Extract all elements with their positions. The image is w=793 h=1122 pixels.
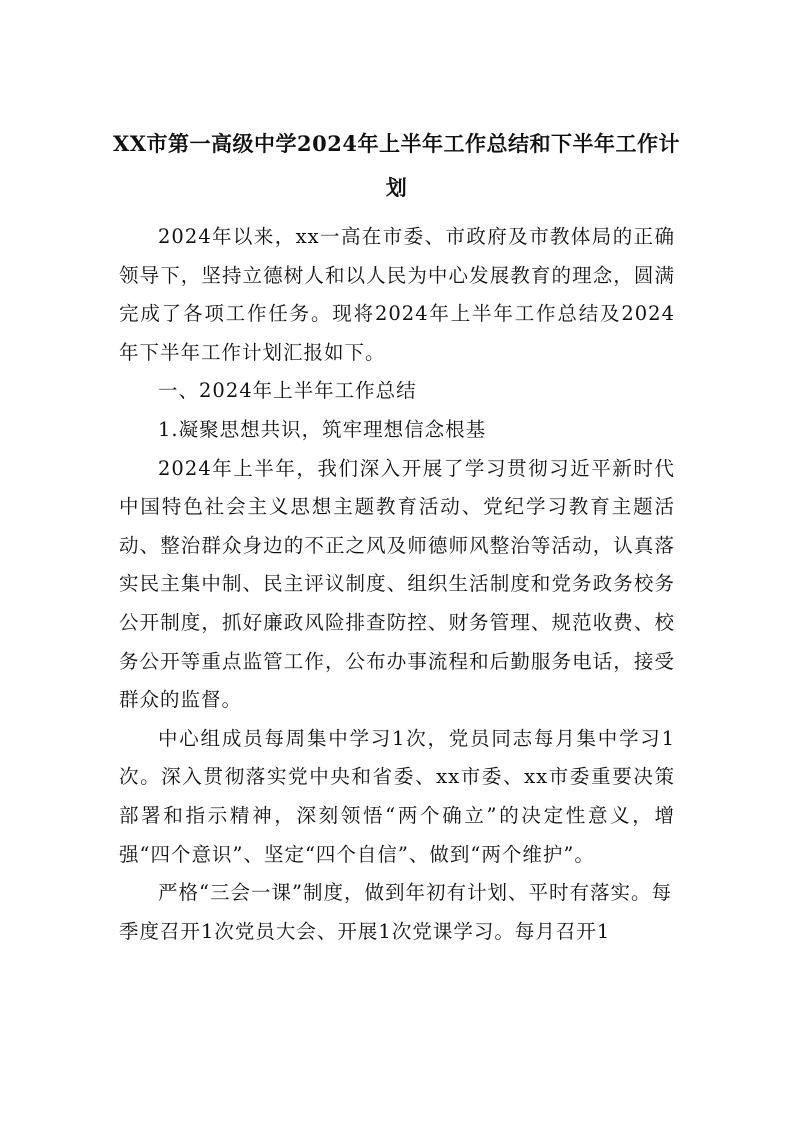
body-paragraph: 中心组成员每周集中学习1次，党员同志每月集中学习1次。深入贯彻落实党中央和省委、xx市委、xx市委重要决策部署和指示精神，深刻领悟“两个确立”的决定性意义，增强“四个意识”、坚定“四个自信”、做到“两个维护”。 [119, 726, 675, 866]
intro-paragraph: 2024年以来，xx一高在市委、市政府及市教体局的正确领导下，坚持立德树人和以人民为中心发展教育的理念，圆满完成了各项工作任务。现将2024年上半年工作总结及2024年下半年工作计划汇报如下。 [119, 225, 675, 364]
section-heading: 一、2024年上半年工作总结 [158, 379, 417, 403]
subsection-heading: 1.凝聚思想共识，筑牢理想信念根基 [158, 417, 487, 441]
document-title: XX市第一高级中学2024年上半年工作总结和下半年工作计划 [112, 131, 681, 200]
document-body [119, 218, 675, 951]
body-paragraph: 严格“三会一课”制度，做到年初有计划、平时有落实。每季度召开1次党员大会、开展1次党课学习。每月召开1 [119, 881, 672, 943]
body-paragraph: 2024年上半年，我们深入开展了学习贯彻习近平新时代中国特色社会主义思想主题教育活动、党纪学习教育主题活动、整治群众身边的不正之风及师德师风整治等活动，认真落实民主集中制、民主评议制度、组织生活制度和党务政务校务公开制度，抓好廉政风险排查防控、财务管理、规范收费、校务公开等重点监管工作，公布办事流程和后勤服务电话，接受群众的监督。 [119, 456, 675, 712]
